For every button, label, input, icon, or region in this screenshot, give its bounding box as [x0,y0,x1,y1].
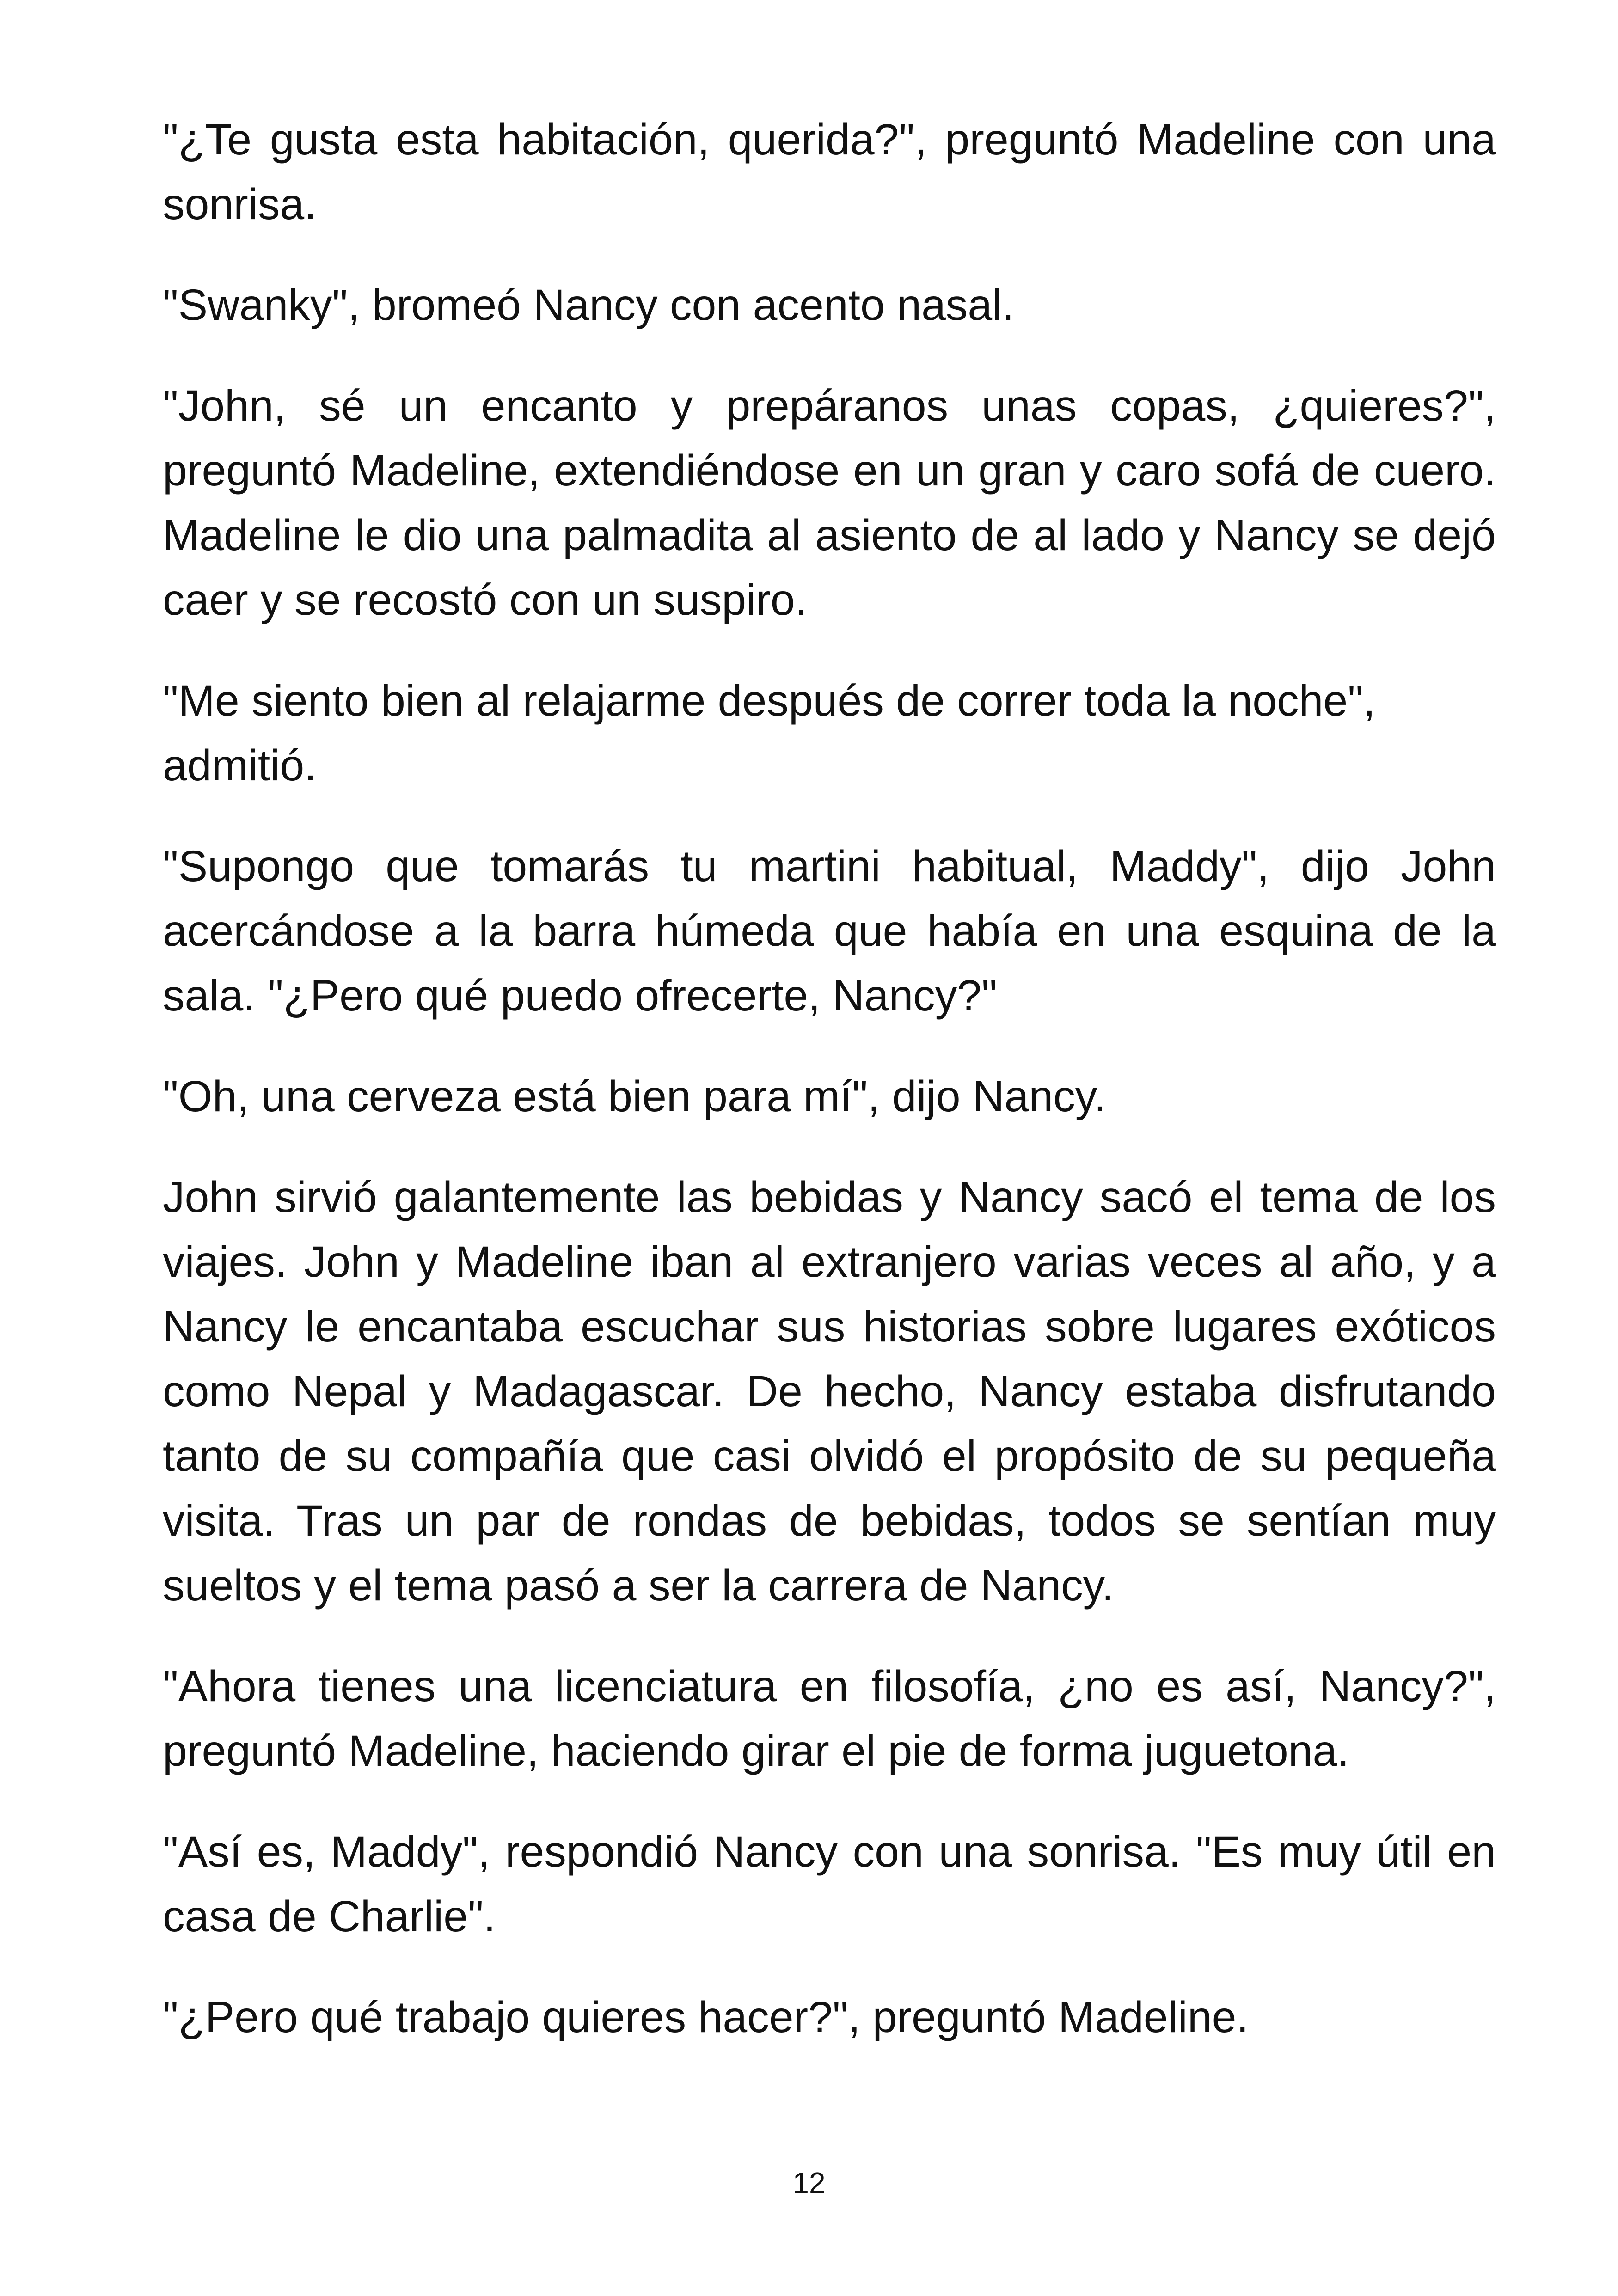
paragraph: "Supongo que tomarás tu martini habitual, Maddy", dijo John acercándose a la barra húmeda que había en una esquina de la sala. "¿Pero qué puedo ofrecerte, Nancy?" [163,842,1496,1020]
paragraph: "Swanky", bromeó Nancy con acento nasal. [163,281,1014,330]
body-text [163,107,1496,2086]
paragraph: "Oh, una cerveza está bien para mí", dijo Nancy. [163,1072,1106,1121]
paragraph: "Me siento bien al relajarme después de correr toda la noche", admitió. [163,676,1376,790]
paragraph: "Ahora tienes una licenciatura en filosofía, ¿no es así, Nancy?", preguntó Madeline, haciendo girar el pie de forma juguetona. [163,1662,1496,1776]
paragraph: "John, sé un encanto y prepáranos unas copas, ¿quieres?", preguntó Madeline, extendiéndose en un gran y caro sofá de cuero. Madeline le dio una palmadita al asiento de al lado y Nancy se dejó caer y se recostó con un suspiro. [163,381,1496,625]
paragraph: "¿Te gusta esta habitación, querida?", preguntó Madeline con una sonrisa. [163,115,1496,229]
paragraph: "Así es, Maddy", respondió Nancy con una sonrisa. "Es muy útil en casa de Charlie". [163,1827,1496,1941]
page-number: 12 [792,2166,826,2199]
paragraph: "¿Pero qué trabajo quieres hacer?", preguntó Madeline. [163,1993,1249,2042]
paragraph: John sirvió galantemente las bebidas y Nancy sacó el tema de los viajes. John y Madeline iban al extranjero varias veces al año, y a Nancy le encantaba escuchar sus historias sobre lugares exóticos como Nepal y Madagascar. De hecho, Nancy estaba disfrutando tanto de su compañía que casi olvidó el propósito de su pequeña visita. Tras un par de rondas de bebidas, todos se sentían muy sueltos y el tema pasó a ser la carrera de Nancy. [163,1173,1496,1610]
